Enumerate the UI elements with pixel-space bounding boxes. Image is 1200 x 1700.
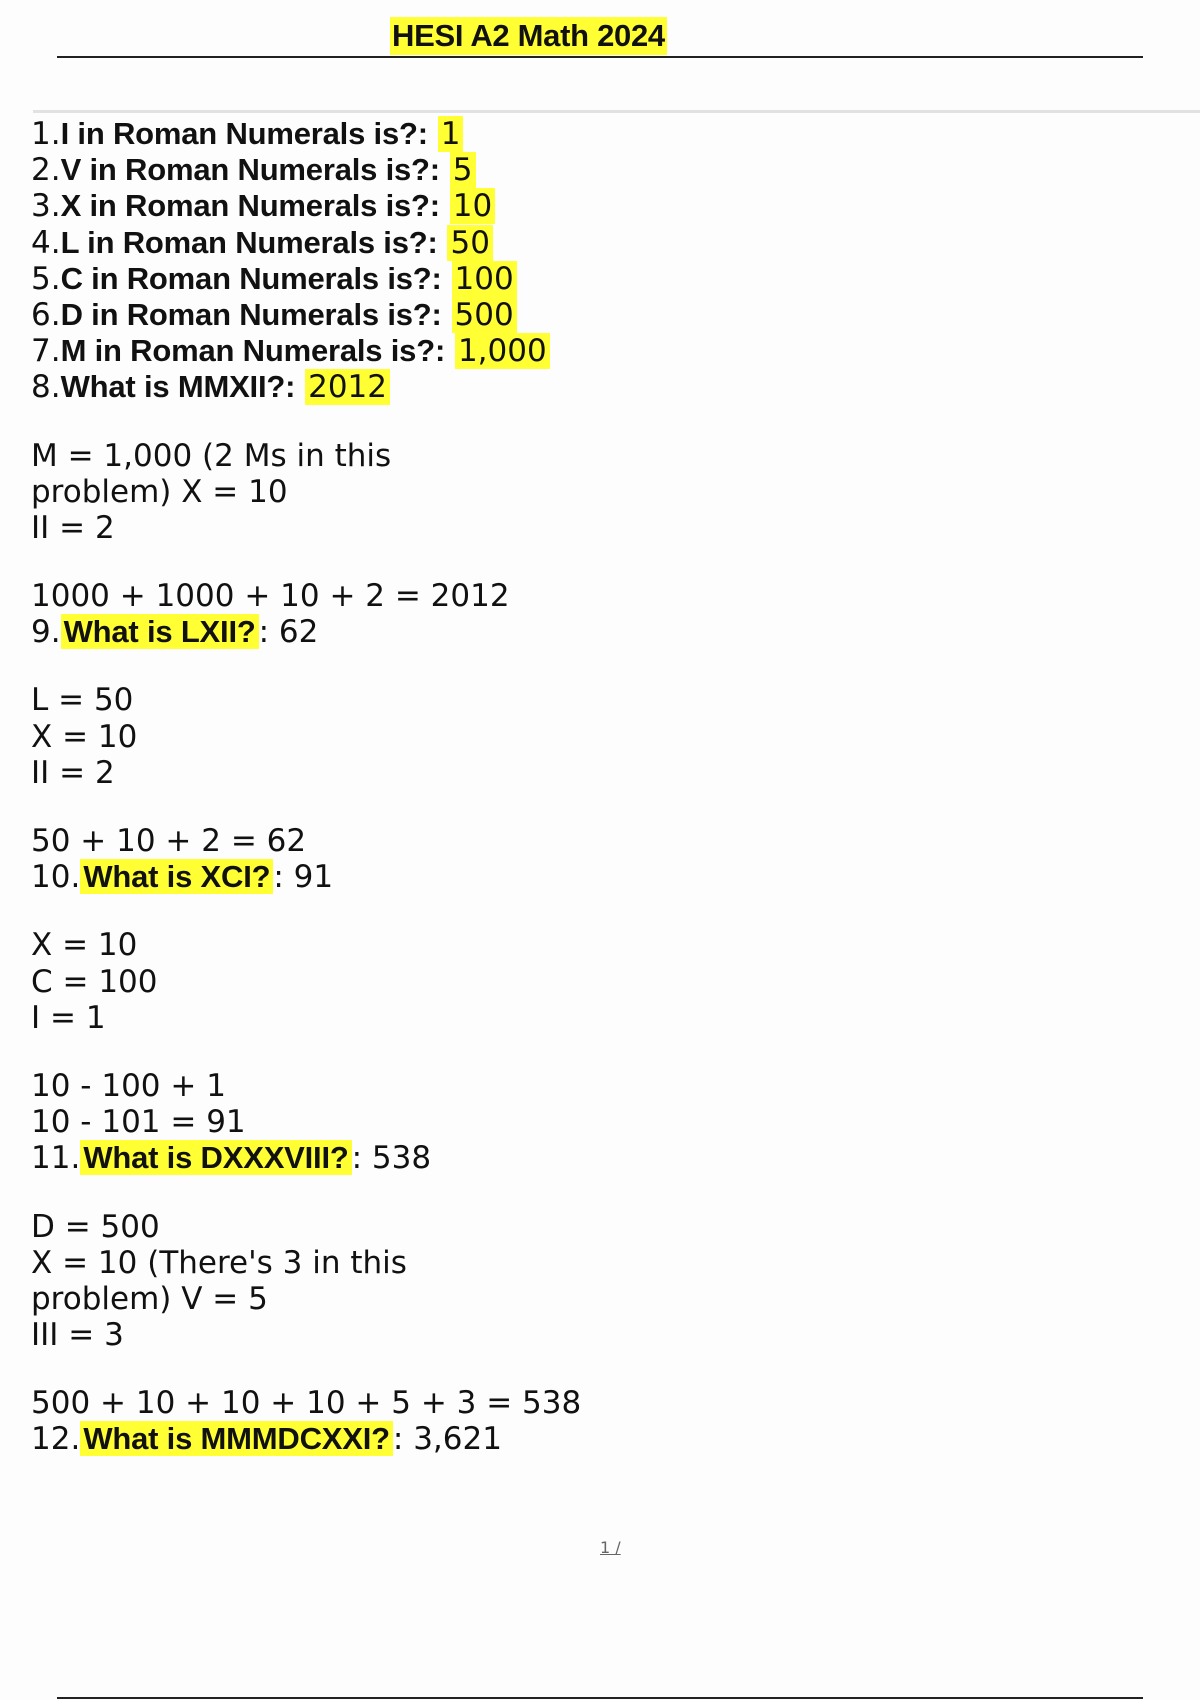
- question-number: 5.: [31, 260, 61, 297]
- question-6: [31, 297, 1171, 333]
- work-sum: 1000 + 1000 + 10 + 2 = 2012: [31, 578, 510, 615]
- work-line: C = 100: [31, 963, 158, 1000]
- question-number: 2.: [31, 152, 61, 189]
- answer-highlight: 1: [438, 116, 464, 152]
- question-number: 7.: [31, 333, 61, 370]
- page-number: 1 /: [600, 1538, 621, 1557]
- question-number: 3.: [31, 188, 61, 225]
- answer-highlight: 1,000: [455, 333, 550, 369]
- work-line: M = 1,000 (2 Ms in this: [31, 437, 392, 474]
- question-number: 11.: [31, 1140, 81, 1177]
- question-11: [31, 1140, 1171, 1176]
- work-sum: 50 + 10 + 2 = 62: [31, 823, 307, 859]
- work-line: D = 500: [31, 1208, 160, 1245]
- question-3: [31, 188, 1171, 224]
- question-text-highlight: What is LXII?: [61, 614, 259, 649]
- header-rule: [57, 56, 1143, 58]
- answer-highlight: 50: [447, 225, 492, 261]
- question-text-highlight: What is XCI?: [80, 859, 273, 894]
- question-text: X in Roman Numerals is?:: [60, 188, 440, 224]
- answer-highlight: 500: [452, 297, 517, 333]
- answer-highlight: 100: [452, 261, 517, 297]
- answer-text: : 3,621: [392, 1421, 502, 1458]
- work-sum: 10 - 100 + 1: [31, 1067, 226, 1104]
- work-line: III = 3: [31, 1317, 124, 1354]
- question-text-highlight: What is DXXXVIII?: [80, 1140, 351, 1175]
- work-line: X = 10: [31, 927, 138, 964]
- work-line: X = 10 (There's 3 in this: [31, 1244, 407, 1281]
- question-text: C in Roman Numerals is?:: [60, 260, 442, 296]
- page-header-title: HESI A2 Math 2024: [392, 18, 665, 53]
- question-text: D in Roman Numerals is?:: [60, 296, 442, 332]
- work-line: II = 2: [31, 754, 115, 791]
- question-text: I in Roman Numerals is?:: [60, 116, 428, 151]
- question-number: 9.: [31, 614, 61, 651]
- question-number: 6.: [31, 296, 61, 333]
- footer-rule: [57, 1697, 1143, 1699]
- question-text: What is MMXII?:: [60, 369, 296, 405]
- question-10: [31, 859, 1171, 895]
- work-line: problem) V = 5: [31, 1280, 268, 1317]
- question-8: [31, 369, 1171, 405]
- work-line: I = 1: [31, 999, 106, 1036]
- question-1: [31, 116, 1171, 152]
- question-text: L in Roman Numerals is?:: [60, 224, 438, 260]
- question-7: [31, 333, 1171, 369]
- answer-highlight: 2012: [305, 369, 390, 405]
- work-line: L = 50: [31, 682, 134, 719]
- question-4: [31, 225, 1171, 261]
- question-text: M in Roman Numerals is?:: [60, 333, 446, 369]
- question-12: [31, 1421, 1171, 1457]
- section-divider: [33, 110, 1200, 113]
- work-sum: 500 + 10 + 10 + 10 + 5 + 3 = 538: [31, 1385, 582, 1422]
- question-text-highlight: What is MMMDCXXI?: [80, 1421, 393, 1456]
- question-number: 10.: [31, 859, 81, 896]
- work-line: X = 10: [31, 718, 138, 755]
- work-sum: 10 - 101 = 91: [31, 1104, 246, 1141]
- question-number: 8.: [31, 369, 61, 406]
- question-5: [31, 261, 1171, 297]
- document-body: [31, 116, 1171, 1458]
- question-number: 12.: [31, 1421, 81, 1458]
- question-9: [31, 614, 1171, 650]
- question-text: V in Roman Numerals is?:: [60, 152, 440, 188]
- question-number: 4.: [31, 224, 61, 261]
- question-2: [31, 152, 1171, 188]
- answer-highlight: 10: [450, 188, 495, 224]
- work-line: problem) X = 10: [31, 473, 288, 510]
- work-line: II = 2: [31, 509, 115, 546]
- answer-text: : 538: [351, 1140, 432, 1177]
- answer-text: : 62: [258, 614, 319, 651]
- question-number: 1.: [31, 116, 61, 152]
- answer-text: : 91: [273, 859, 334, 896]
- answer-highlight: 5: [450, 152, 476, 188]
